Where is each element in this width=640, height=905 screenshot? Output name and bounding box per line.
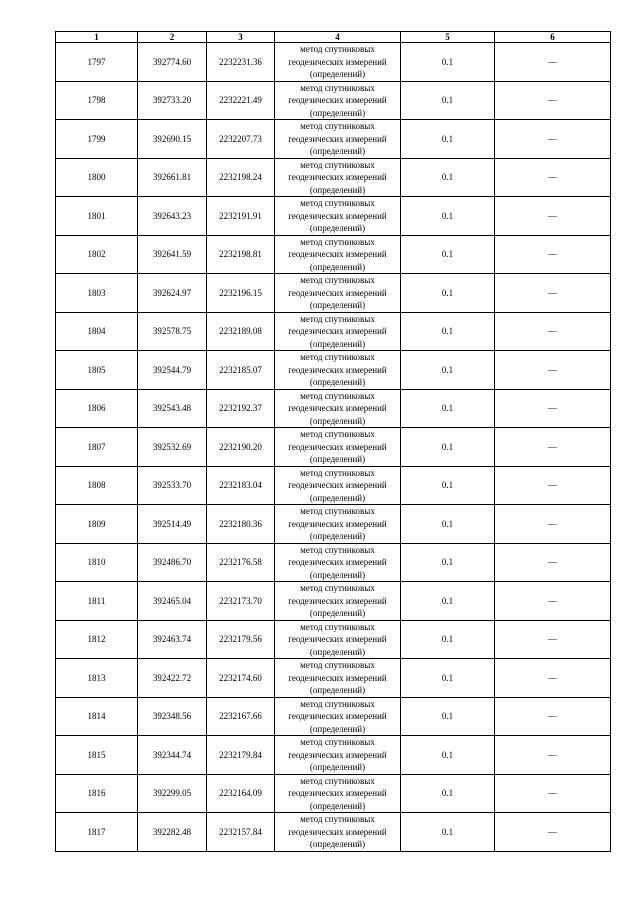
method-cell: метод спутниковых геодезических измерений (определений): [275, 697, 401, 736]
note-cell: —: [495, 543, 611, 582]
note-cell: —: [495, 582, 611, 621]
note-cell: —: [495, 389, 611, 428]
method-cell: метод спутниковых геодезических измерений (определений): [275, 428, 401, 467]
x-coordinate-cell: 392690.15: [138, 120, 207, 159]
y-coordinate-cell: 2232198.81: [207, 235, 275, 274]
x-coordinate-cell: 392643.23: [138, 197, 207, 236]
y-coordinate-cell: 2232185.07: [207, 351, 275, 390]
accuracy-cell: 0.1: [401, 120, 495, 159]
table-row: [56, 428, 611, 467]
method-cell: метод спутниковых геодезических измерений (определений): [275, 389, 401, 428]
method-cell: метод спутниковых геодезических измерений (определений): [275, 235, 401, 274]
header-col-4: 4: [275, 32, 401, 43]
x-coordinate-cell: 392344.74: [138, 736, 207, 775]
table-header: [56, 32, 611, 43]
table-row: [56, 120, 611, 159]
table-row: [56, 351, 611, 390]
accuracy-cell: 0.1: [401, 813, 495, 852]
method-cell: метод спутниковых геодезических измерений (определений): [275, 505, 401, 544]
y-coordinate-cell: 2232164.09: [207, 774, 275, 813]
y-coordinate-cell: 2232191.91: [207, 197, 275, 236]
y-coordinate-cell: 2232196.15: [207, 274, 275, 313]
accuracy-cell: 0.1: [401, 197, 495, 236]
table-row: [56, 505, 611, 544]
accuracy-cell: 0.1: [401, 659, 495, 698]
accuracy-cell: 0.1: [401, 582, 495, 621]
x-coordinate-cell: 392578.75: [138, 312, 207, 351]
method-cell: метод спутниковых геодезических измерений (определений): [275, 197, 401, 236]
x-coordinate-cell: 392532.69: [138, 428, 207, 467]
method-cell: метод спутниковых геодезических измерений (определений): [275, 81, 401, 120]
table-row: [56, 43, 611, 82]
method-cell: метод спутниковых геодезических измерений (определений): [275, 736, 401, 775]
point-number-cell: 1806: [56, 389, 138, 428]
y-coordinate-cell: 2232192.37: [207, 389, 275, 428]
header-col-5: 5: [401, 32, 495, 43]
note-cell: —: [495, 158, 611, 197]
x-coordinate-cell: 392544.79: [138, 351, 207, 390]
y-coordinate-cell: 2232221.49: [207, 81, 275, 120]
y-coordinate-cell: 2232179.56: [207, 620, 275, 659]
y-coordinate-cell: 2232198.24: [207, 158, 275, 197]
accuracy-cell: 0.1: [401, 620, 495, 659]
note-cell: —: [495, 235, 611, 274]
note-cell: —: [495, 197, 611, 236]
note-cell: —: [495, 659, 611, 698]
point-number-cell: 1815: [56, 736, 138, 775]
x-coordinate-cell: 392465.04: [138, 582, 207, 621]
note-cell: —: [495, 736, 611, 775]
point-number-cell: 1807: [56, 428, 138, 467]
method-cell: метод спутниковых геодезических измерений (определений): [275, 659, 401, 698]
x-coordinate-cell: 392641.59: [138, 235, 207, 274]
note-cell: —: [495, 274, 611, 313]
table-row: [56, 389, 611, 428]
note-cell: —: [495, 120, 611, 159]
point-number-cell: 1809: [56, 505, 138, 544]
accuracy-cell: 0.1: [401, 736, 495, 775]
note-cell: —: [495, 81, 611, 120]
method-cell: метод спутниковых геодезических измерений (определений): [275, 43, 401, 82]
accuracy-cell: 0.1: [401, 428, 495, 467]
y-coordinate-cell: 2232167.66: [207, 697, 275, 736]
note-cell: —: [495, 813, 611, 852]
note-cell: —: [495, 428, 611, 467]
y-coordinate-cell: 2232207.73: [207, 120, 275, 159]
point-number-cell: 1814: [56, 697, 138, 736]
note-cell: —: [495, 466, 611, 505]
point-number-cell: 1801: [56, 197, 138, 236]
y-coordinate-cell: 2232190.20: [207, 428, 275, 467]
point-number-cell: 1817: [56, 813, 138, 852]
table-row: [56, 697, 611, 736]
table-row: [56, 813, 611, 852]
point-number-cell: 1812: [56, 620, 138, 659]
table-row: [56, 312, 611, 351]
note-cell: —: [495, 312, 611, 351]
header-col-1: 1: [56, 32, 138, 43]
x-coordinate-cell: 392348.56: [138, 697, 207, 736]
method-cell: метод спутниковых геодезических измерений (определений): [275, 543, 401, 582]
y-coordinate-cell: 2232173.70: [207, 582, 275, 621]
accuracy-cell: 0.1: [401, 389, 495, 428]
point-number-cell: 1816: [56, 774, 138, 813]
point-number-cell: 1803: [56, 274, 138, 313]
y-coordinate-cell: 2232174.60: [207, 659, 275, 698]
accuracy-cell: 0.1: [401, 697, 495, 736]
note-cell: —: [495, 351, 611, 390]
x-coordinate-cell: 392533.70: [138, 466, 207, 505]
method-cell: метод спутниковых геодезических измерений (определений): [275, 274, 401, 313]
method-cell: метод спутниковых геодезических измерений (определений): [275, 312, 401, 351]
method-cell: метод спутниковых геодезических измерений (определений): [275, 582, 401, 621]
method-cell: метод спутниковых геодезических измерений (определений): [275, 620, 401, 659]
y-coordinate-cell: 2232189.08: [207, 312, 275, 351]
point-number-cell: 1798: [56, 81, 138, 120]
table-row: [56, 659, 611, 698]
note-cell: —: [495, 43, 611, 82]
method-cell: метод спутниковых геодезических измерений (определений): [275, 813, 401, 852]
note-cell: —: [495, 620, 611, 659]
accuracy-cell: 0.1: [401, 158, 495, 197]
accuracy-cell: 0.1: [401, 43, 495, 82]
method-cell: метод спутниковых геодезических измерений (определений): [275, 774, 401, 813]
x-coordinate-cell: 392282.48: [138, 813, 207, 852]
table-row: [56, 774, 611, 813]
header-row: [56, 32, 611, 43]
y-coordinate-cell: 2232231.36: [207, 43, 275, 82]
point-number-cell: 1804: [56, 312, 138, 351]
table-row: [56, 543, 611, 582]
accuracy-cell: 0.1: [401, 505, 495, 544]
y-coordinate-cell: 2232180.36: [207, 505, 275, 544]
table-row: [56, 158, 611, 197]
x-coordinate-cell: 392514.49: [138, 505, 207, 544]
x-coordinate-cell: 392774.60: [138, 43, 207, 82]
y-coordinate-cell: 2232179.84: [207, 736, 275, 775]
point-number-cell: 1799: [56, 120, 138, 159]
method-cell: метод спутниковых геодезических измерений (определений): [275, 158, 401, 197]
point-number-cell: 1797: [56, 43, 138, 82]
table-row: [56, 274, 611, 313]
accuracy-cell: 0.1: [401, 351, 495, 390]
point-number-cell: 1810: [56, 543, 138, 582]
y-coordinate-cell: 2232176.58: [207, 543, 275, 582]
y-coordinate-cell: 2232183.04: [207, 466, 275, 505]
table-row: [56, 235, 611, 274]
x-coordinate-cell: 392422.72: [138, 659, 207, 698]
point-number-cell: 1808: [56, 466, 138, 505]
table-body: [56, 43, 611, 852]
x-coordinate-cell: 392299.05: [138, 774, 207, 813]
point-number-cell: 1800: [56, 158, 138, 197]
accuracy-cell: 0.1: [401, 274, 495, 313]
accuracy-cell: 0.1: [401, 312, 495, 351]
note-cell: —: [495, 697, 611, 736]
note-cell: —: [495, 505, 611, 544]
table-row: [56, 736, 611, 775]
accuracy-cell: 0.1: [401, 543, 495, 582]
header-col-3: 3: [207, 32, 275, 43]
accuracy-cell: 0.1: [401, 774, 495, 813]
point-number-cell: 1813: [56, 659, 138, 698]
point-number-cell: 1811: [56, 582, 138, 621]
method-cell: метод спутниковых геодезических измерений (определений): [275, 466, 401, 505]
x-coordinate-cell: 392543.48: [138, 389, 207, 428]
coordinates-table: [55, 31, 611, 852]
x-coordinate-cell: 392733.20: [138, 81, 207, 120]
accuracy-cell: 0.1: [401, 235, 495, 274]
x-coordinate-cell: 392463.74: [138, 620, 207, 659]
table-row: [56, 81, 611, 120]
table-row: [56, 620, 611, 659]
header-col-2: 2: [138, 32, 207, 43]
note-cell: —: [495, 774, 611, 813]
accuracy-cell: 0.1: [401, 81, 495, 120]
table-row: [56, 582, 611, 621]
x-coordinate-cell: 392624.97: [138, 274, 207, 313]
method-cell: метод спутниковых геодезических измерений (определений): [275, 351, 401, 390]
table-row: [56, 466, 611, 505]
header-col-6: 6: [495, 32, 611, 43]
accuracy-cell: 0.1: [401, 466, 495, 505]
table-row: [56, 197, 611, 236]
point-number-cell: 1805: [56, 351, 138, 390]
point-number-cell: 1802: [56, 235, 138, 274]
x-coordinate-cell: 392486.70: [138, 543, 207, 582]
x-coordinate-cell: 392661.81: [138, 158, 207, 197]
method-cell: метод спутниковых геодезических измерений (определений): [275, 120, 401, 159]
y-coordinate-cell: 2232157.84: [207, 813, 275, 852]
